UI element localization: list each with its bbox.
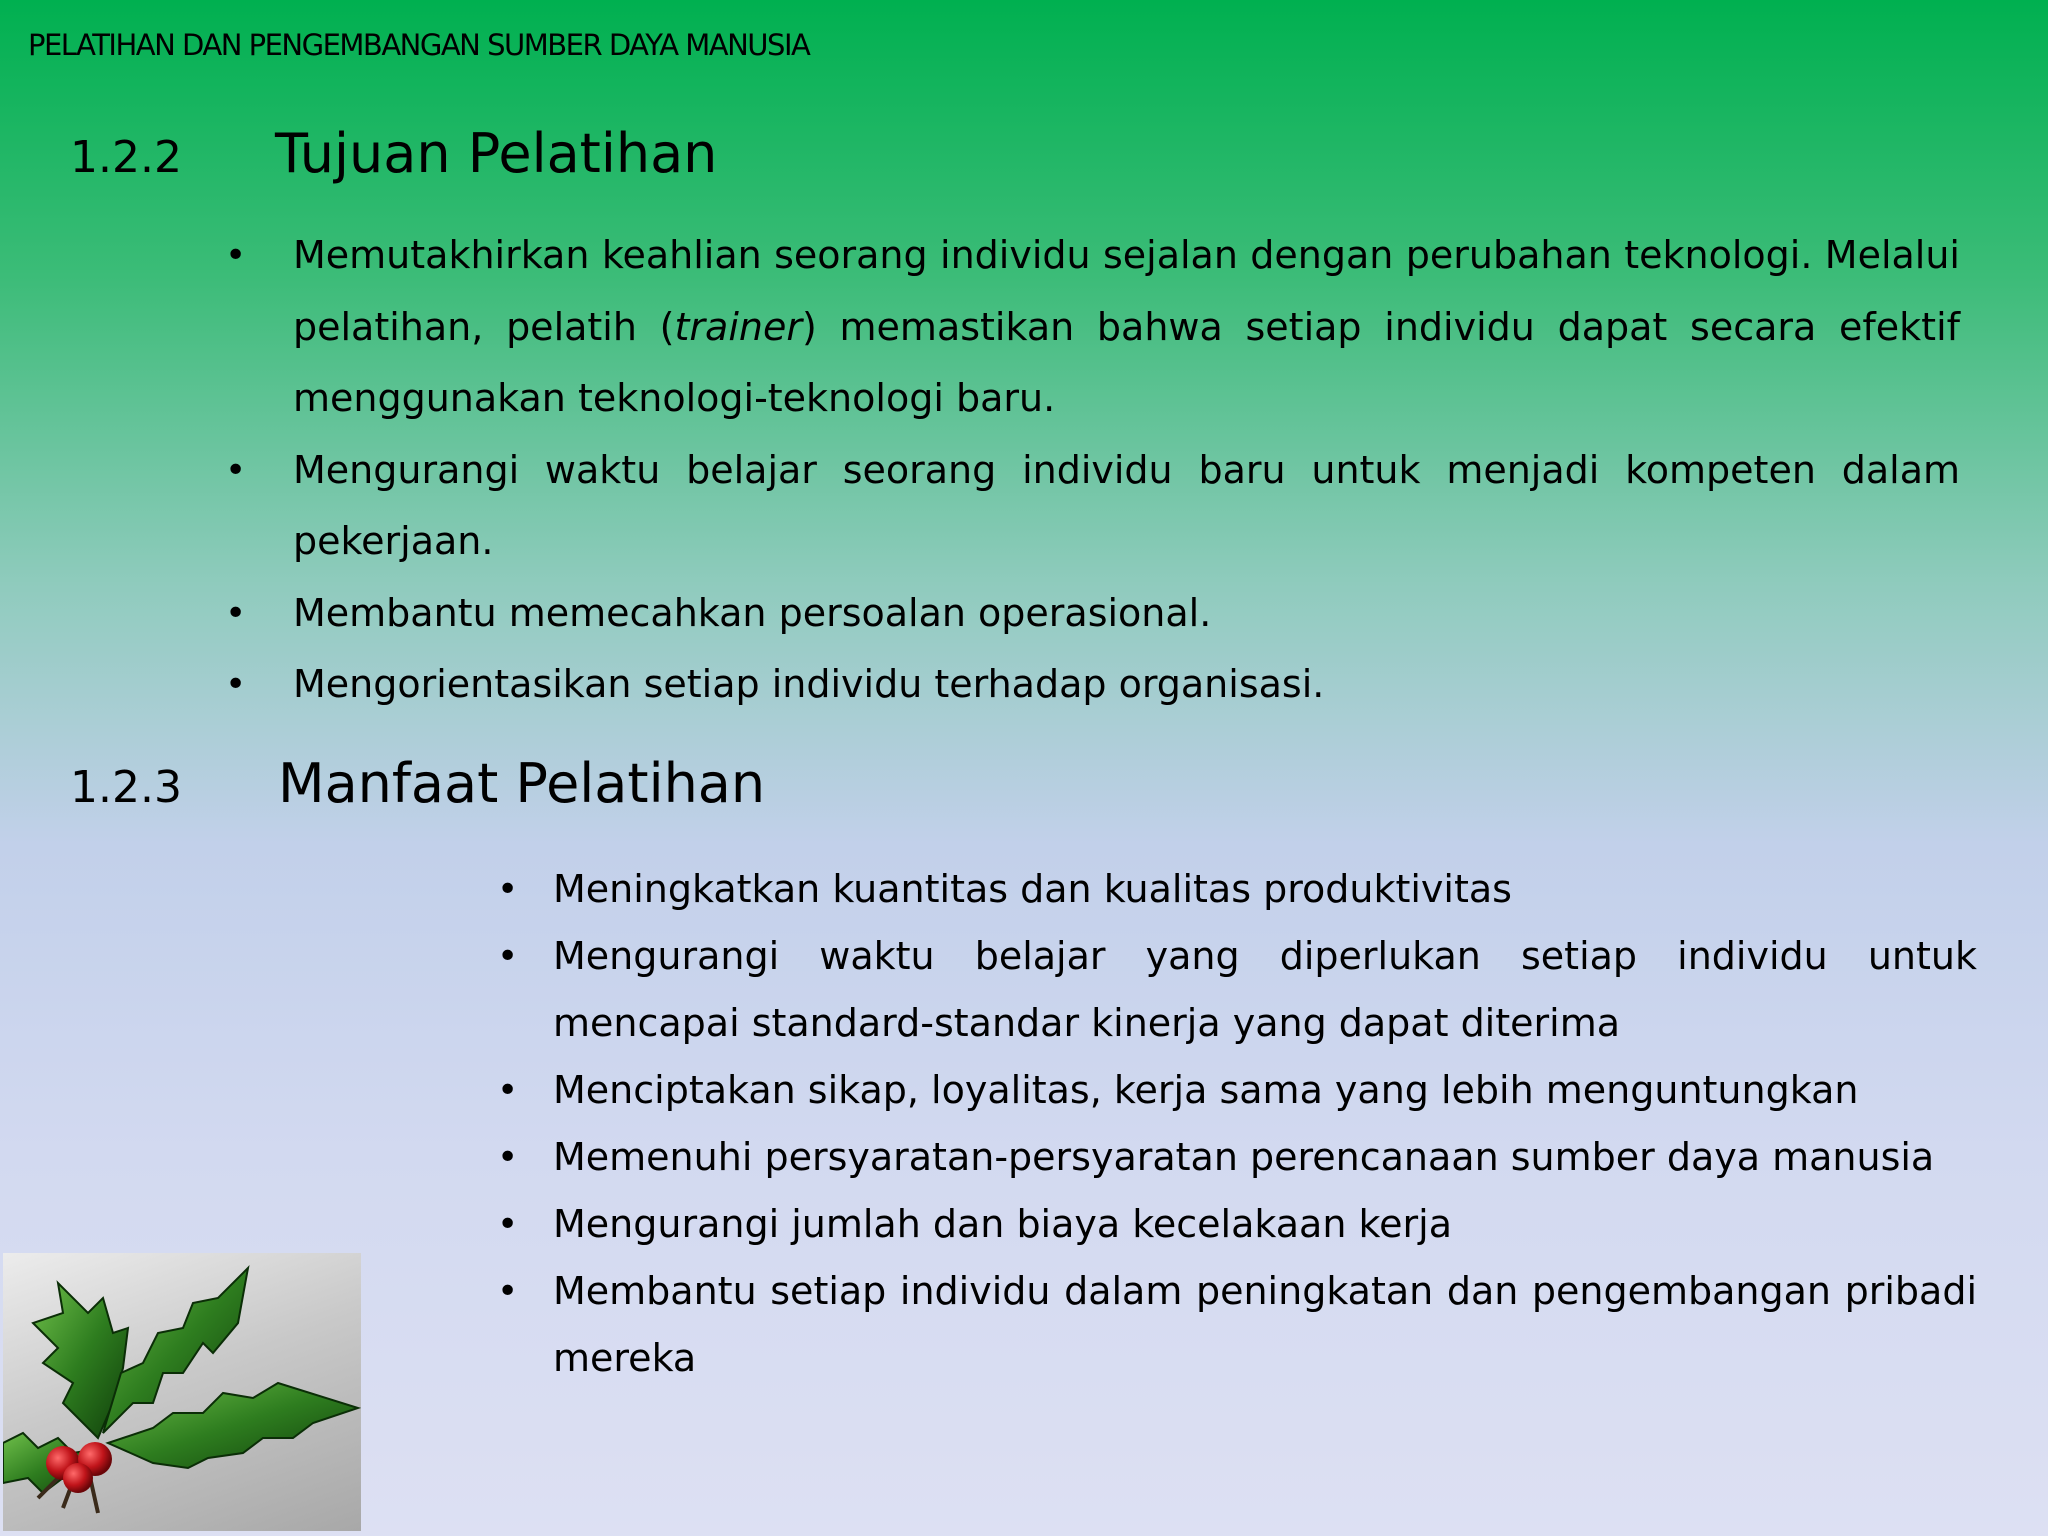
slide-header: PELATIHAN DAN PENGEMBANGAN SUMBER DAYA MANUSIA — [28, 28, 810, 62]
list-item: • Membantu memecahkan persoalan operasional. — [225, 578, 1960, 650]
section-number: 1.2.2 — [70, 132, 182, 183]
benefits-list — [497, 856, 1977, 1392]
list-item: • Mengorientasikan setiap individu terhadap organisasi. — [225, 649, 1960, 721]
item-italic: trainer — [674, 304, 802, 349]
list-item: • Mengurangi jumlah dan biaya kecelakaan kerja — [497, 1191, 1977, 1258]
holly-icon — [3, 1253, 361, 1531]
list-item — [225, 220, 1960, 435]
list-item: • Memenuhi persyaratan-persyaratan perencanaan sumber daya manusia — [497, 1124, 1977, 1191]
list-item: • Mengurangi waktu belajar seorang individu baru untuk menjadi kompeten dalam pekerjaan. — [225, 435, 1960, 578]
section-title: Tujuan Pelatihan — [275, 122, 718, 185]
list-item: • Meningkatkan kuantitas dan kualitas produktivitas — [497, 856, 1977, 923]
objectives-list — [225, 220, 1960, 721]
item-text: ) memastikan bahwa setiap individu dapat secara efektif menggunakan teknologi-teknologi baru. — [293, 304, 1961, 420]
section-number: 1.2.3 — [70, 762, 182, 813]
list-item: • Membantu setiap individu dalam peningkatan dan pengembangan pribadi mereka — [497, 1258, 1977, 1392]
section-title: Manfaat Pelatihan — [278, 752, 766, 815]
list-item: • Menciptakan sikap, loyalitas, kerja sama yang lebih menguntungkan — [497, 1057, 1977, 1124]
item-text: Memutakhirkan keahlian seorang individu sejalan dengan perubahan teknologi. Melalui pelatihan, pelatih ( — [293, 233, 1960, 349]
list-item: • Mengurangi waktu belajar yang diperlukan setiap individu untuk mencapai standard-standar kinerja yang dapat diterima — [497, 923, 1977, 1057]
